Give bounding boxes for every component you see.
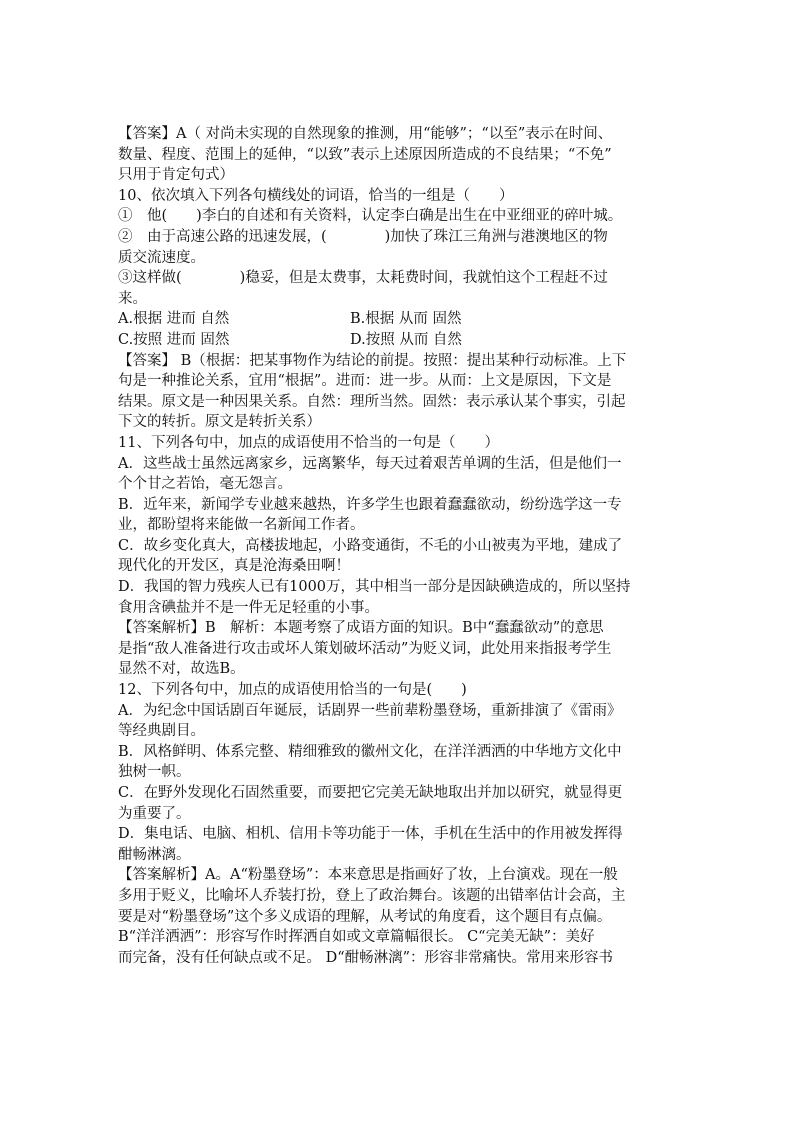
q12-stem: 12、下列各句中，加点的成语使用恰当的一句是( ) <box>118 682 467 699</box>
q12-option-d: 酣畅淋漓。 <box>118 846 191 863</box>
q11-answer-line: 【答案解析】B 解析：本题考察了成语方面的知识。B中“蠢蠢欲动”的意思 <box>118 620 604 637</box>
q10-sentence-2: ② 由于高速公路的迅速发展，( )加快了珠江三角洲与港澳地区的物 <box>118 228 608 245</box>
q10-option-d: D.按照 从而 自然 <box>350 331 462 348</box>
q10-sentence-2: 质交流速度。 <box>118 249 205 266</box>
q12-option-b: 独树一帜。 <box>118 764 191 781</box>
q11-option-d: 食用含碘盐并不是一件无足轻重的小事。 <box>118 599 379 616</box>
q11-answer-line: 是指“敌人准备进行攻击或坏人策划破坏活动”为贬义词，此处用来指报考学生 <box>118 640 612 657</box>
q12-answer-line: 而完备，没有任何缺点或不足。 D“酣畅淋漓”：形容非常痛快。常用来形容书 <box>118 949 614 966</box>
q10-answer-line: 下文的转折。原文是转折关系） <box>118 414 321 431</box>
q12-option-c: 为重要了。 <box>118 805 191 822</box>
q12-answer-line: 【答案解析】A。A“粉墨登场”：本来意思是指画好了妆，上台演戏。现在一般 <box>118 867 618 884</box>
q10-stem: 10、依次填入下列各句横线处的词语，恰当的一组是（ ） <box>118 187 514 204</box>
q11-answer-line: 显然不对，故选B。 <box>118 661 245 678</box>
q12-answer-line: 要是对“粉墨登场”这个多义成语的理解，从考试的角度看，这个题目有点偏。 <box>118 908 612 925</box>
q9-answer-line: 数量、程度、范围上的延伸，“以致”表示上述原因所造成的不良结果；“不免” <box>118 146 612 163</box>
document-page <box>118 124 690 968</box>
q11-option-d: D．我国的智力残疾人已有1000万，其中相当一部分是因缺碘造成的，所以坚持 <box>118 579 631 596</box>
q12-option-a: 等经典剧目。 <box>118 723 205 740</box>
q10-answer-line: 句是一种推论关系，宜用“根据”。进而：进一步。从而：上文是原因，下文是 <box>118 373 612 390</box>
q10-sentence-1: ① 他( )李白的自述和有关资料，认定李白确是出生在中亚细亚的碎叶城。 <box>118 208 623 225</box>
q11-option-b: B．近年来，新闻学专业越来越热，许多学生也跟着蠢蠢欲动，纷纷选学这一专 <box>118 496 622 513</box>
q11-option-c: 现代化的开发区，真是沧海桑田啊！ <box>118 558 350 575</box>
q10-answer-line: 【答案】 B（根据：把某事物作为结论的前提。按照：提出某种行动标准。上下 <box>118 352 627 369</box>
q12-option-d: D．集电话、电脑、相机、信用卡等功能于一体，手机在生活中的作用被发挥得 <box>118 826 623 843</box>
q9-answer-line: 只用于肯定句式） <box>118 167 234 184</box>
q10-option-a: A.根据 进而 自然 <box>118 311 230 328</box>
q10-option-b: B.根据 从而 固然 <box>350 311 462 328</box>
q12-option-a: A．为纪念中国话剧百年诞辰，话剧界一些前辈粉墨登场，重新排演了《雷雨》 <box>118 702 622 719</box>
q11-option-a: 个个甘之若饴，毫无怨言。 <box>118 476 292 493</box>
q12-option-b: B．风格鲜明、体系完整、精细雅致的徽州文化，在洋洋洒洒的中华地方文化中 <box>118 743 622 760</box>
q9-answer-line: 【答案】A（ 对尚未实现的自然现象的推测，用“能够”；“以至”表示在时间、 <box>118 126 613 142</box>
q11-option-a: A．这些战士虽然远离家乡，远离繁华，每天过着艰苦单调的生活，但是他们一 <box>118 455 622 472</box>
q10-options-row <box>118 330 690 351</box>
q10-sentence-3: 来。 <box>118 290 147 307</box>
q11-option-c: C．故乡变化真大，高楼拔地起，小路变通街，不毛的小山被夷为平地，建成了 <box>118 537 623 554</box>
q12-option-c: C．在野外发现化石固然重要，而要把它完美无缺地取出并加以研究，就显得更 <box>118 785 623 801</box>
q10-options-row <box>118 309 690 330</box>
q12-answer-line: B“洋洋洒洒”：形容写作时挥洒自如或文章篇幅很长。 C“完美无缺”：美好 <box>118 929 595 946</box>
q10-option-c: C.按照 进而 固然 <box>118 331 230 348</box>
q11-option-b: 业，都盼望将来能做一名新闻工作者。 <box>118 517 365 534</box>
q12-answer-line: 多用于贬义，比喻坏人乔装打扮，登上了政治舞台。该题的出错率估计会高，主 <box>118 887 626 904</box>
q11-stem: 11、下列各句中，加点的成语使用不恰当的一句是（ ） <box>118 434 499 451</box>
q10-answer-line: 结果。原文是一种因果关系。自然：理所当然。固然：表示承认某个事实，引起 <box>118 393 626 410</box>
q10-sentence-3: ③这样做( )稳妥，但是太费事，太耗费时间，我就怕这个工程赶不过 <box>118 270 608 287</box>
